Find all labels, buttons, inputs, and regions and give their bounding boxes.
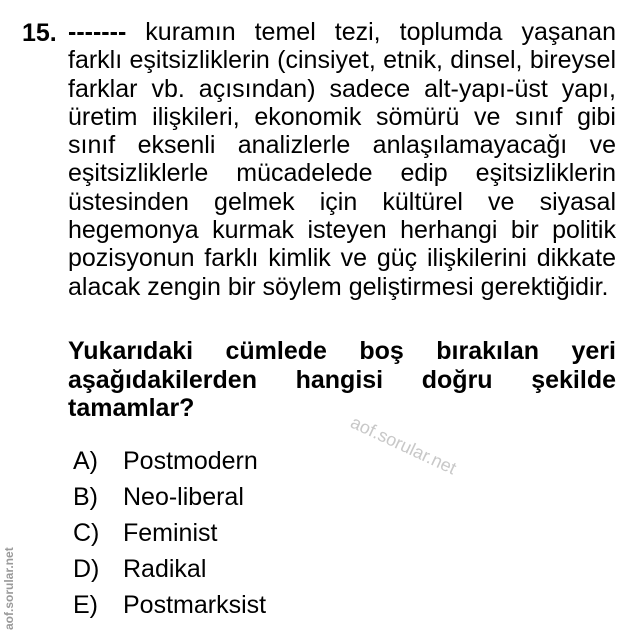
blank-placeholder: ------- [68,18,127,46]
side-watermark: aof.sorular.net [2,547,16,630]
option-letter: C) [73,519,100,547]
option-text: Postmodern [123,447,258,475]
stem-text: kuramın temel tezi, toplumda yaşanan farklı eşitsizliklerin (cinsiyet, etnik, dinsel, bireysel farklar vb. açısından) sadece alt-yapı-üst yapı, üretim ilişkileri, ekonomik sömürü ve sınıf gibi sınıf eksenli analizlerle anlaşılamayacağı ve eşitsizliklerle mücadelede edip eşitsizliklerin üstesinden gelmek için kültürel ve siyasal hegemonya kurmak isteyen herhangi bir politik pozisyonun farklı kimlik ve güç ilişkilerini dikkate alacak zengin bir söylem geliştirmesi gerektiğidir. [68,18,616,301]
option-text: Feminist [123,519,218,547]
question-prompt: Yukarıdaki cümlede boş bırakılan yeri aşağıdakilerden hangisi doğru şekilde tamamlar? [68,337,616,422]
option-letter: E) [73,591,98,619]
answer-options [73,443,266,623]
option-letter: D) [73,555,100,583]
option-text: Neo-liberal [123,483,244,511]
option-e[interactable] [73,587,266,623]
option-c[interactable] [73,515,266,551]
option-b[interactable] [73,479,266,515]
question-number: 15. [22,19,57,47]
center-watermark: aof.sorular.net [347,412,460,479]
option-text: Radikal [123,555,207,583]
question-stem [68,18,616,301]
option-a[interactable] [73,443,266,479]
option-letter: B) [73,483,98,511]
option-letter: A) [73,447,98,475]
option-text: Postmarksist [123,591,267,619]
option-d[interactable] [73,551,266,587]
